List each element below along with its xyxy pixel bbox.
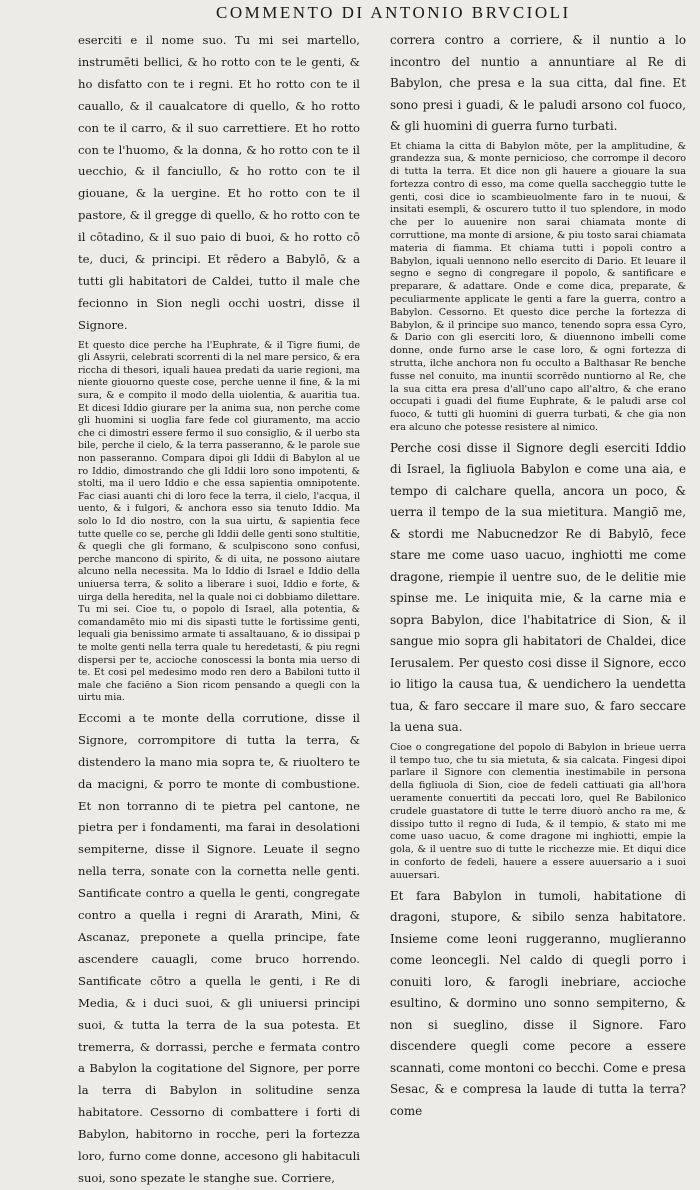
right-column xyxy=(390,30,686,1118)
commentary-paragraph: Et questo dice perche ha l'Euphrate, & il Tigre fiumi, de gli Assyrii, celebrati scorrenti di la nel mare persico, & era riccha di thesori, iquali hauea predati da uarie regioni, ma niente giouorno queste cose, perche uenne il fine, & la mi sura, & e compito il modo della uiolentia, & auaritia tua. Et dicesi Iddio giurare per la anima sua, non perche come gli huomini si uoglia fare fede col giuramento, ma accio che ci dimostri essere fermo il suo consiglio, & il uerbo sta bile, perche il cielo, & la terra passeranno, & le parole sue non passeranno. Compara dipoi gli Iddii di Babylon al ue ro Iddio, dimostrando che gli Iddii loro sono impotenti, & stolti, ma il uero Iddio e che essa sapientia omnipotente. Fac ciasi auanti chi di loro fece la terra, il cielo, l'acqua, il uento, & i fulgori, & anchora esso sia tenuto Iddio. Ma solo lo Id dio nostro, con la sua uirtu, & sapientia fece tutte quelle co se, perche gli Iddii delle genti sono stultitie, & quegli che gli formano, & sculpiscono sono confusi, perche mancono di spirito, & di uita, ne possono aiutare alcuno nella necessita. Ma lo Iddio di Israel e Iddio della uniuersa terra, & solito a liberare i suoi, Iddio e forte, & uirga della heredita, nel la quale noi ci dobbiamo dilettare. Tu mi sei. Cioe tu, o popolo di Israel, alla potentia, & comandamēto mio mi dis sipasti tutte le fortissime genti, lequali gia benissimo armate ti assaltauano, & io dissipai p te molte genti nella terra quale tu heredetasti, & piu regni dispersi per te, accioche conoscessi la bonta mia uerso di te. Et cosi pel medesimo modo ren dero a Babiloni tutto il male che faciēno a Sion ricom pensando a quegli con la uirtu mia. xyxy=(78,339,360,704)
commentary-paragraph: Et chiama la citta di Babylon mōte, per la amplitudine, & grandezza sua, & monte pernicioso, che corrompe il decoro di tutta la terra. Et dice non gli hauere a giouare la sua fortezza contro di esso, ma come quella saccheggio tutte le genti, cosi dice io scambieuolmente faro in te nuoui, & insitati esempli, & oscurero tutto il tuo splendore, in modo che per lo auuenire non sarai chiamata monte di corruttione, ma monte di arsione, & piu tosto sarai chiamata materia di fiamma. Et chiama tutti i popoli contro a Babylon, iquali uennono nello esercito di Dario. Et leuare il segno e segno di congregare il popolo, & santificare e preparare, & adattare. Onde e come dica, preparate, & peculiarmente applicate le genti a fare la guerra, contro a Babylon. Cessorno. Et questo dice perche la fortezza di Babylon, & il principe suo manco, tenendo sopra essa Cyro, & Dario con gli eserciti loro, & diuennono imbelli come donne, onde furno arse le case loro, & ogni fortezza di strutta, ilche anchora non fu occulto a Balthasar Re benche fusse nel conuito, ma inuntii scorrēdo nuntiorno al Re, che la sua citta era presa d'all'uno capo all'altro, & che erano occupati i guadi del fiume Euphrate, & le paludi arse col fuoco, & tutti gli huomini di guerra turbati, & che gia non era alcuno che potesse resistere al nimico. xyxy=(390,140,686,434)
scripture-paragraph: Et fara Babylon in tumoli, habitatione di dragoni, stupore, & sibilo senza habitatore. Insieme come leoni ruggeranno, muglieranno come leoncegli. Nel caldo di quegli porro i conuiti loro, & farogli inebriare, accioche esultino, & dormino uno sonno sempiterno, & non si sueglino, disse il Signore. Faro discendere quegli come pecore a essere scannati, come montoni co becchi. Come e presa Sesac, & e compresa la laude di tutta la terra? come xyxy=(390,888,686,1118)
scripture-paragraph: Perche cosi disse il Signore degli eserciti Iddio di Israel, la figliuola Babylon e come una aia, e tempo di calchare quella, ancora un poco, & uerra il tempo de la sua mietitura. Mangiō me, & stordi me Nabucnedzor Re di Babylō, fece stare me come uaso uacuo, inghiotti me come dragone, riempie il uentre suo, de le delitie mie spinse me. Le iniquita mie, & la carne mia e sopra Babylon, dice l'habitatrice di Sion, & il sangue mio sopra gli habitatori de Chaldei, dice Ierusalem. Per questo cosi disse il Signore, ecco io litigo la causa tua, & uendichero la uendetta tua, & faro seccare il mare suo, & faro seccare la uena sua. xyxy=(390,440,686,735)
running-head: COMMENTO DI ANTONIO BRVCIOLI xyxy=(216,3,571,22)
scripture-paragraph: eserciti e il nome suo. Tu mi sei martello, instrumēti bellici, & ho rotto con te le genti, & ho disfatto con te i regni. Et ho rotto con te il cauallo, & il caualcatore di quello, & ho rotto con te il carro, & il suo carrettiere. Et ho rotto con te l'huomo, & la donna, & ho rotto con te il uecchio, & il fanciullo, & ho rotto con te il giouane, & la uergine. Et ho rotto con te il pastore, & il gregge di quello, & ho rotto con te il cōtadino, & il suo paio di buoi, & ho rotto cō te, duci, & principi. Et rēdero a Babylō, & a tutti gli habitatori de Caldei, tutto il male che fecionno in Sion negli occhi uostri, disse il Signore. xyxy=(78,33,360,332)
scripture-paragraph: correra contro a corriere, & il nuntio a lo incontro del nuntio a annuntiare al Re di Babylon, che presa e la sua citta, dal fine. Et sono presi i guadi, & le paludi arsono col fuoco, & gli huomini di guerra furno turbati. xyxy=(390,33,686,133)
commentary-paragraph: Cioe o congregatione del popolo di Babylon in brieue uerra il tempo tuo, che tu sia mietuta, & sia calcata. Fingesi dipoi parlare il Signore con clementia inestimabile in persona della figliuola di Sion, cioe de fedeli cattiuati gia all'hora ueramente conuertiti da peccati loro, quel Re Babilonico crudele guastatore di tutte le terre diuorò ancho ra me, & dissipo tutto il regno di Iuda, & il tempio, & stato mi me come uaso uacuo, & come dragone mi inghiotti, empie la gola, & il uentre suo di tutte le ricchezze mie. Et diqui dice in conforto de fedeli, hauere a essere auuersario a i suoi auuersari. xyxy=(390,741,686,881)
scripture-paragraph: Eccomi a te monte della corrutione, disse il Signore, corrompitore di tutta la terra, & distendero la mano mia sopra te, & riuoltero te da macigni, & porro te monte di combustione. Et non torranno di te pietra pel cantone, ne pietra per i fondamenti, ma farai in desolationi sempiterne, disse il Signore. Leuate il segno nella terra, sonate con la cornetta nelle genti. Santificate contro a quella le genti, congregate contro a quella i regni di Ararath, Mini, & Ascanaz, preponete a quella principe, fate ascendere cauagli, come bruco horrendo. Santificate cōtro a quella le genti, i Re di Media, & i duci suoi, & gli uniuersi principi suoi, & tutta la terra de la sua potesta. Et tremerra, & dorrassi, perche e fermata contro a Babylon la cogitatione del Signore, per porre la terra di Babylon in solitudine senza habitatore. Cessorno di combattere i forti di Babylon, habitorno in rocche, peri la fortezza loro, furno come donne, accesono gli habitaculi suoi, sono spezate le stanghe sue. Corriere, xyxy=(78,710,360,1185)
left-column xyxy=(78,30,360,1185)
